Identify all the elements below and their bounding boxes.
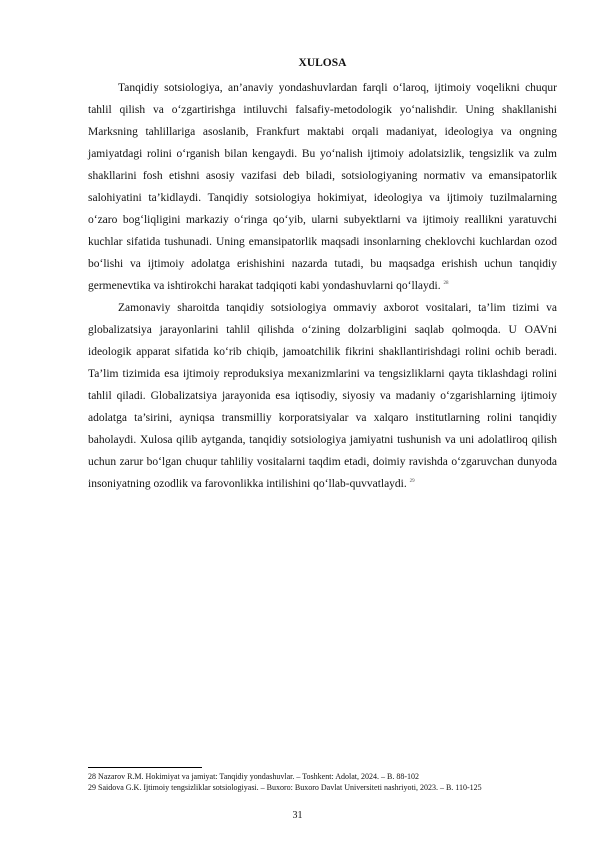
footnote-ref-29[interactable]: 29 — [409, 479, 415, 485]
footnote-28 — [88, 771, 557, 782]
paragraph-2-text: Zamonaviy sharoitda tanqidiy sotsiologiya ommaviy axborot vositalari, ta’lim tizimi va globalizatsiya jarayonlarini tahlil qilishda o‘zining dolzarbligini saqlab qolmoqda. U OAVni ideologik apparat sifatida ko‘rib chiqib, jamoatchilik fikrini shakllantirishdagi rolini ochib beradi. Ta’lim tizimida esa ijtimoiy reproduksiya mexanizmlarini va tengsizliklarni qayta tiklashdagi rolini tahlil qiladi. Globalizatsiya jarayonida esa iqtisodiy, siyosiy va madaniy o‘zgarishlarning ijtimoiy adolatga ta’sirini, ayniqsa transmilliy korporatsiyalar va xalqaro institutlarning rolini tanqidiy baholaydi. Xulosa qilib aytganda, tanqidiy sotsiologiya jamiyatni tushunish va uni adolatliroq qilish uchun zarur bo‘lgan chuqur tahliliy vositalarni taqdim etadi, doimiy ravishda o‘zgaruvchan dunyoda insoniyatning ozodlik va farovonlikka intilishini qo‘llab-quvvatlaydi. — [88, 302, 557, 490]
paragraph-1 — [88, 77, 557, 297]
document-body — [88, 56, 557, 495]
footnote-number: 28 — [88, 772, 96, 781]
paragraph-2 — [88, 297, 557, 495]
footnote-ref-28[interactable]: 28 — [443, 281, 449, 287]
paragraph-1-text: Tanqidiy sotsiologiya, an’anaviy yondashuvlardan farqli o‘laroq, ijtimoiy voqelikni chuqur tahlil qilish va o‘zgartirishga intiluvchi falsafiy-metodologik yo‘nalishdir. Uning shakllanishi Marksning tahlillariga asoslanib, Frankfurt maktabi orqali madaniyat, ideologiya va ongning jamiyatdagi rolini o‘rganish bilan kengaydi. Bu yo‘nalish ijtimoiy adolatsizlik, tengsizlik va zulm shakllarini fosh etishni asosiy vazifasi deb biladi, sotsiologiyaning normativ va emansipatorlik salohiyatini ta’kidlaydi. Tanqidiy sotsiologiya hokimiyat, ideologiya va ijtimoiy tuzilmalarning o‘zaro bog‘liqligini markaziy o‘ringa qo‘yib, ularni subyektlarni va ijtimoiy reallikni yaratuvchi kuchlar sifatida tushunadi. Uning emansipatorlik maqsadi insonlarning cheklovchi kuchlardan ozod bo‘lishi va ijtimoiy adolatga erishishini nazarda tutadi, bu maqsadga erishish uchun tanqidiy germenevtika va ishtirokchi harakat tadqiqoti kabi yondashuvlarni qo‘llaydi. — [88, 82, 557, 292]
page-title: XULOSA — [298, 57, 347, 69]
footnotes — [88, 771, 557, 793]
page-number: 31 — [292, 810, 303, 821]
footnote-number: 29 — [88, 783, 96, 792]
footnote-29 — [88, 782, 557, 793]
footnote-divider — [88, 767, 202, 768]
footnote-text: Saidova G.K. Ijtimoiy tengsizliklar sotsiologiyasi. – Buxoro: Buxoro Davlat Universiteti nashriyoti, 2023. – B. 110-125 — [98, 783, 482, 792]
footnote-text: Nazarov R.M. Hokimiyat va jamiyat: Tanqidiy yondashuvlar. – Toshkent: Adolat, 2024. – B. 88-102 — [98, 772, 419, 781]
